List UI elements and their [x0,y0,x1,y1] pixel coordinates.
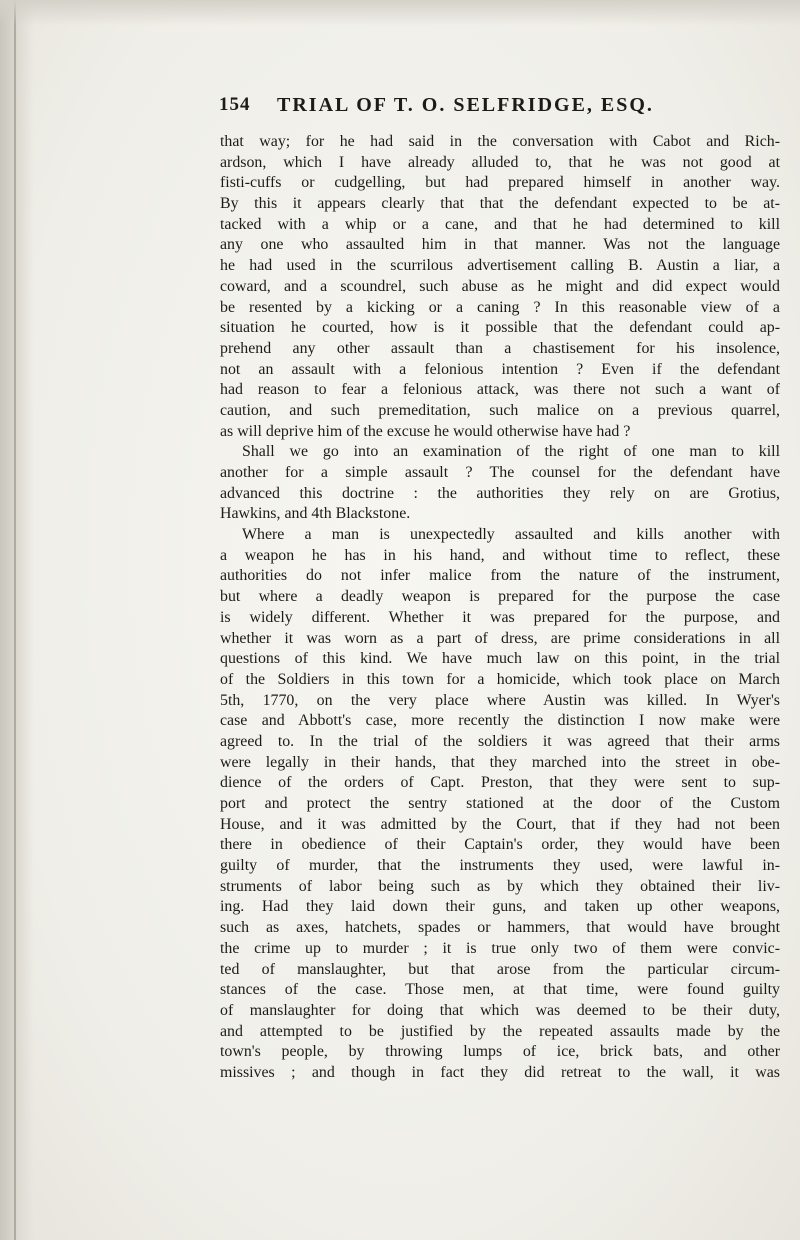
text-line: a weapon he has in his hand, and without time to reflect, these [220,546,780,564]
body-text [220,132,780,1084]
text-line: Hawkins, and 4th Blackstone. [220,505,411,523]
text-line: fisti-cuffs or cudgelling, but had prepared himself in another way. [220,174,780,192]
text-line: guilty of murder, that the instruments they used, were lawful in- [220,857,780,875]
text-line: ardson, which I have already alluded to, that he was not good at [220,153,780,171]
text-line: of manslaughter for doing that which was deemed to be their duty, [220,1001,780,1019]
running-title: TRIAL OF T. O. SELFRIDGE, ESQ. [277,94,654,116]
text-line: advanced this doctrine : the authorities they rely on are Grotius, [220,484,780,502]
text-line: he had used in the scurrilous advertisement calling B. Austin a liar, a [220,257,780,275]
text-line: but where a deadly weapon is prepared for the purpose the case [220,588,780,606]
binding-shadow [0,0,34,1240]
text-line: Where a man is unexpectedly assaulted and kills another with [242,526,780,544]
text-line: dience of the orders of Capt. Preston, that they were sent to sup- [220,774,780,792]
text-line: of the Soldiers in this town for a homicide, which took place on March [220,670,780,688]
text-line: town's people, by throwing lumps of ice, brick bats, and other [220,1043,780,1061]
text-line: authorities do not infer malice from the nature of the instrument, [220,567,780,585]
text-line: case and Abbott's case, more recently the distinction I now make were [220,712,780,730]
text-line: whether it was worn as a part of dress, are prime considerations in all [220,629,780,647]
text-line: is widely different. Whether it was prepared for the purpose, and [220,608,780,626]
text-line: ted of manslaughter, but that arose from the particular circum- [220,960,780,978]
text-line: port and protect the sentry stationed at the door of the Custom [220,795,780,812]
text-line: questions of this kind. We have much law on this point, in the trial [220,650,780,668]
page-header [219,94,654,124]
text-line: the crime up to murder ; it is true only two of them were convic- [220,939,780,957]
text-line: stances of the case. Those men, at that time, were found guilty [220,981,780,999]
page-number: 154 [219,94,251,115]
text-line: caution, and such premeditation, such malice on a previous quarrel, [220,401,780,419]
text-line: situation he courted, how is it possible that the defendant could ap- [220,319,780,337]
text-line: had reason to fear a felonious attack, was there not such a want of [220,381,780,399]
text-line: were legally in their hands, that they marched into the street in obe- [220,753,780,771]
text-line: struments of labor being such as by which they obtained their liv- [220,877,780,895]
text-line: as will deprive him of the excuse he would otherwise have had ? [220,422,631,440]
text-line: that way; for he had said in the conversation with Cabot and Rich- [220,133,780,150]
text-line: tacked with a whip or a cane, and that he had determined to kill [220,215,780,233]
text-line: another for a simple assault ? The counsel for the defendant have [220,464,780,481]
text-line: coward, and a scoundrel, such abuse as he might and did expect would [220,277,780,295]
text-line: be resented by a kicking or a caning ? In this reasonable view of a [220,298,780,316]
text-line: and attempted to be justified by the repeated assaults made by the [220,1022,780,1040]
top-edge-shadow [0,0,800,26]
page-edge-line [14,0,16,1240]
text-line: House, and it was admitted by the Court, that if they had not been [220,815,780,833]
text-line: there in obedience of their Captain's order, they would have been [220,836,780,854]
text-line: agreed to. In the trial of the soldiers it was agreed that their arms [220,732,780,750]
text-line: prehend any other assault than a chastisement for his insolence, [220,339,780,357]
text-line: Shall we go into an examination of the right of one man to kill [242,443,780,461]
text-line: By this it appears clearly that that the defendant expected to be at- [220,195,780,213]
text-line: not an assault with a felonious intention ? Even if the defendant [220,360,780,378]
text-line: 5th, 1770, on the very place where Austin was killed. In Wyer's [220,691,780,709]
text-line: such as axes, hatchets, spades or hammers, that would have brought [220,919,780,937]
text-line: ing. Had they laid down their guns, and taken up other weapons, [220,898,780,916]
text-line: missives ; and though in fact they did retreat to the wall, it was [220,1063,780,1081]
text-line: any one who assaulted him in that manner. Was not the language [220,236,780,254]
